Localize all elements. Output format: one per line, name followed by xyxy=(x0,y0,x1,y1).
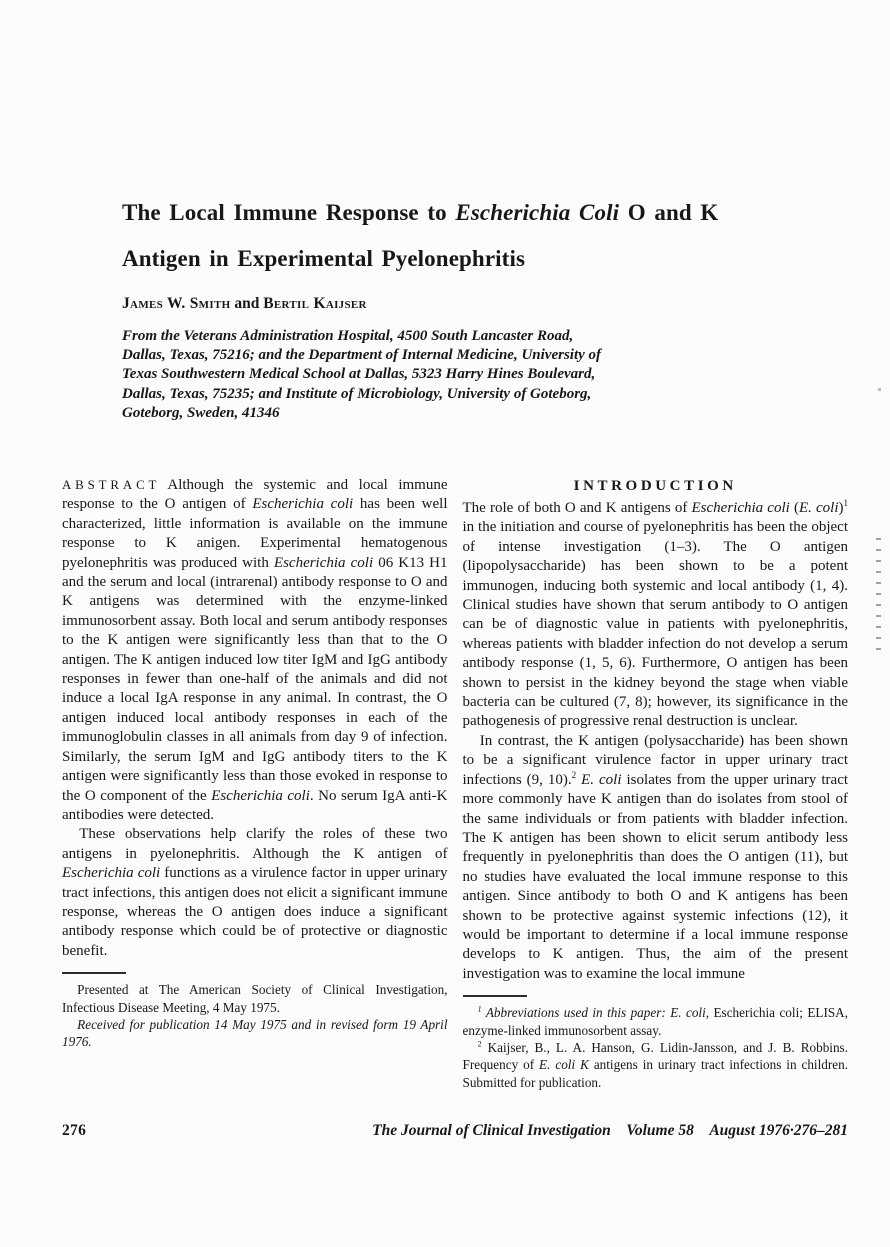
footnote-received: Received for publication 14 May 1975 and in revised form 19 April 1976. xyxy=(62,1016,448,1050)
footnote-rule-right xyxy=(463,995,527,997)
affiliation-block xyxy=(122,327,742,423)
introduction-paragraph-2: In contrast, the K antigen (polysaccharide) has been shown to be a significant virulence factor in upper urinary tract infections (9, 10).$^2$ E. coli isolates from the upper urinary tract more commonly have K antigen than do isolates from stool of the same individuals or from patients with bladder infection. The K antigen has been shown to elicit serum antibody less frequently in pyelonephritis than does the O antigen (11), but no studies have evaluated the local immune response to this antigen. Since antibody to both O and K antigens has been shown to be protective against systemic infections (12), it would be important to determine if a local immune response develops to K antigen. Thus, the aim of the present investigation was to examine the local immune xyxy=(462,732,849,982)
right-column xyxy=(463,476,849,1091)
abstract-paragraph-2: These observations help clarify the roles of these two antigens in pyelonephritis. Although the K antigen of Escherichia coli functions as a virulence factor in upper urinary tract infections, this antigen does not elicit a significant immune response, whereas the O antigen does induce a significant antibody response which could be of protective or diagnostic benefit. xyxy=(62,826,448,959)
body-columns xyxy=(62,476,848,1091)
affiliation-line: Dallas, Texas, 75216; and the Department of Internal Medicine, University of xyxy=(122,347,602,364)
affiliation-line: Dallas, Texas, 75235; and Institute of Microbiology, University of Goteborg, xyxy=(122,385,592,402)
title-line-1: The Local Immune Response to Escherichia Coli O and K xyxy=(122,200,719,225)
journal-citation: The Journal of Clinical Investigation Volume 58 August 1976·276–281 xyxy=(372,1122,848,1139)
affiliation-line: From the Veterans Administration Hospital, 4500 South Lancaster Road, xyxy=(122,328,574,344)
paper-title xyxy=(122,190,812,282)
introduction-paragraph-1: The role of both O and K antigens of Escherichia coli (E. coli)$^1$ in the initiation and course of pyelonephritis has been the object of intense investigation (1–3). The O antigen (lipopolysaccharide) has been shown to be a potent immunogen, inducing both systemic and local antibody (1, 4). Clinical studies have shown that serum antibody to O antigen can be of diagnostic value in patients with pyelonephritis, whereas patients with bladder infection do not develop a serum antibody response (1, 5, 6). Furthermore, O antigen has been shown to persist in the kidney beyond the stage when viable bacteria can be cultured (7, 8); however, its significance in the pathogenesis of progressive renal destruction is unclear. xyxy=(462,498,849,730)
left-column xyxy=(62,476,448,1091)
authors-line: James W. Smith and Bertil Kaijser xyxy=(122,295,367,312)
affiliation-line: Texas Southwestern Medical School at Dallas, 5323 Harry Hines Boulevard, xyxy=(122,366,596,383)
page-footer xyxy=(62,1122,848,1140)
scan-artifact-dot xyxy=(878,388,881,391)
footnote-kaijser-reference: $^2$ Kaijser, B., L. A. Hanson, G. Lidin-Jansson, and J. B. Robbins. Frequency of E. coli K antigens in urinary tract infections in children. Submitted for publication. xyxy=(462,1039,848,1090)
abstract-paragraph-1: ABSTRACT Although the systemic and local immune response to the O antigen of Escherichia coli has been well characterized, little information is available on the immune response to K anigen. Experimental hematogenous pyelonephritis was produced with Escherichia coli 06 K13 H1 and the serum and local (intrarenal) antibody response to O and K antigens was determined with the enzyme-linked immunosorbent assay. Both local and serum antibody responses to the K antigen were significantly less than that to the O antigen. The K antigen induced low titer IgM and IgG antibody responses in fewer than one-half of the animals and did not induce a local IgA response in any animal. In contrast, the O antigen induced local antibody responses in each of the immunoglobulin classes in all animals from day 9 of infection. Similarly, the serum IgM and IgG antibody titers to the K antigen were significantly less than those evoked in response to the O component of the Escherichia coli. No serum IgA anti-K antibodies were detected. xyxy=(62,477,448,823)
affiliation-line: Goteborg, Sweden, 41346 xyxy=(122,404,280,421)
footnote-abbreviations: $^1$ Abbreviations used in this paper: E. coli, Escherichia coli; ELISA, enzyme-linked immunosorbent assay. xyxy=(462,1004,848,1038)
page-number: 276 xyxy=(62,1122,87,1139)
title-line-2: Antigen in Experimental Pyelonephritis xyxy=(122,246,526,271)
footnote-presented: Presented at The American Society of Clinical Investigation, Infectious Disease Meeting, 4 May 1975. xyxy=(62,982,448,1015)
footnote-rule-left xyxy=(62,972,126,974)
scan-artifact-marks xyxy=(876,538,881,654)
introduction-heading: INTRODUCTION xyxy=(573,478,737,494)
